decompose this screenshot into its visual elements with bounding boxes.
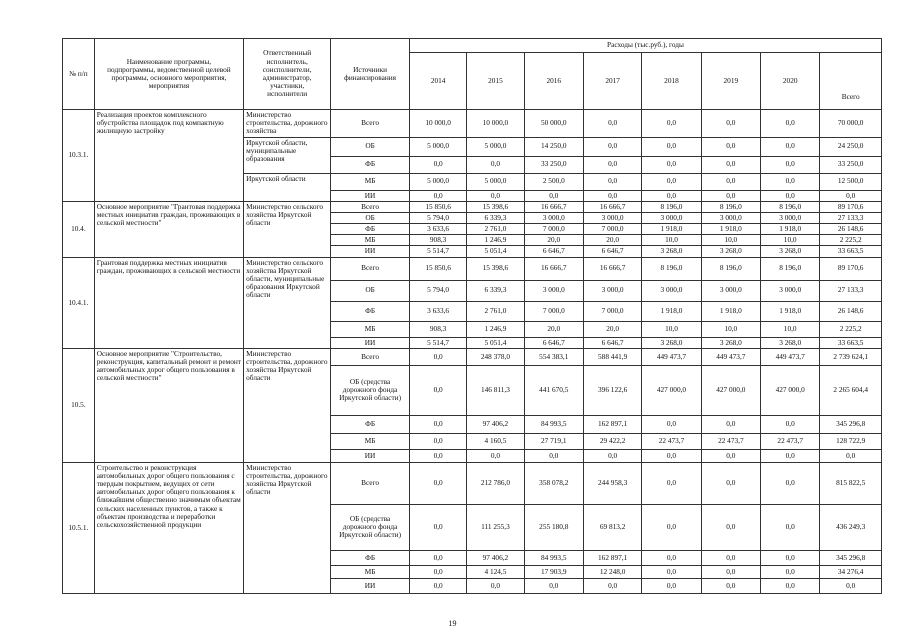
year-value-cell: 427 000,0 — [701, 365, 760, 415]
year-value-cell: 20,0 — [524, 321, 583, 337]
year-value-cell: 0,0 — [583, 156, 641, 173]
year-value-cell: 22 473,7 — [701, 433, 760, 449]
section-name: Грантовая поддержка местных инициатив граждан, проживающих в сельской местности — [94, 257, 243, 348]
year-value-cell: 248 378,0 — [467, 348, 524, 365]
section-responsible: Иркутской области — [244, 173, 331, 201]
funding-source: ОБ (средства дорожного фонда Иркутской области) — [331, 504, 410, 550]
year-value-cell: 16 666,7 — [583, 257, 641, 280]
year-value-cell: 0,0 — [701, 415, 760, 433]
year-value-cell: 3 268,0 — [642, 246, 701, 257]
page-number: 19 — [448, 619, 457, 628]
year-value-cell: 554 383,1 — [524, 348, 583, 365]
year-value-cell: 0,0 — [583, 449, 641, 462]
year-value-cell: 441 670,5 — [524, 365, 583, 415]
year-value-cell: 8 196,0 — [642, 201, 701, 212]
year-value-cell: 0,0 — [642, 550, 701, 565]
section-responsible: Министерство строительства, дорожного хозяйства Иркутской области — [244, 348, 331, 462]
year-value-cell: 5 051,4 — [467, 246, 524, 257]
year-value-cell: 0,0 — [583, 137, 641, 156]
year-value-cell: 3 268,0 — [642, 337, 701, 348]
year-value-cell: 0,0 — [409, 190, 466, 201]
year-value-cell: 0,0 — [761, 504, 820, 550]
header-year: 2018 — [642, 53, 701, 110]
year-value-cell: 146 811,3 — [467, 365, 524, 415]
year-value-cell: 10,0 — [642, 321, 701, 337]
year-value-cell: 0,0 — [761, 578, 820, 593]
funding-source: ИИ — [331, 578, 410, 593]
year-value-cell: 0,0 — [642, 190, 701, 201]
year-value-cell: 0,0 — [524, 190, 583, 201]
year-value-cell: 5 514,7 — [409, 337, 466, 348]
year-value-cell: 449 473,7 — [761, 348, 820, 365]
total-cell: 0,0 — [820, 449, 882, 462]
funding-source: МБ — [331, 173, 410, 190]
year-value-cell: 0,0 — [761, 550, 820, 565]
year-value-cell: 0,0 — [701, 173, 760, 190]
year-value-cell: 10 000,0 — [409, 110, 466, 138]
year-value-cell: 69 813,2 — [583, 504, 641, 550]
year-value-cell: 0,0 — [761, 462, 820, 504]
year-value-cell: 5 794,0 — [409, 212, 466, 223]
year-value-cell: 427 000,0 — [761, 365, 820, 415]
total-cell: 27 133,3 — [820, 280, 882, 301]
year-value-cell: 0,0 — [761, 449, 820, 462]
year-value-cell: 0,0 — [524, 449, 583, 462]
funding-source: МБ — [331, 433, 410, 449]
header-total: Всего — [820, 53, 882, 110]
year-value-cell: 0,0 — [761, 173, 820, 190]
year-value-cell: 0,0 — [761, 190, 820, 201]
year-value-cell: 10,0 — [701, 321, 760, 337]
header-responsible: Ответственный исполнитель, соисполнители, администратор, участники, исполнители — [244, 39, 331, 110]
funding-source: Всего — [331, 348, 410, 365]
year-value-cell: 20,0 — [583, 235, 641, 246]
budget-table — [62, 38, 882, 594]
year-value-cell: 3 000,0 — [583, 280, 641, 301]
year-value-cell: 1 918,0 — [761, 301, 820, 321]
total-cell: 33 663,5 — [820, 246, 882, 257]
year-value-cell: 0,0 — [409, 462, 466, 504]
section-number: 10.4.1. — [63, 257, 95, 348]
year-value-cell: 8 196,0 — [701, 201, 760, 212]
year-value-cell: 0,0 — [467, 449, 524, 462]
total-cell: 12 500,0 — [820, 173, 882, 190]
year-value-cell: 3 000,0 — [642, 212, 701, 223]
year-value-cell: 1 918,0 — [642, 301, 701, 321]
year-value-cell: 162 897,1 — [583, 415, 641, 433]
year-value-cell: 0,0 — [467, 578, 524, 593]
total-cell: 26 148,6 — [820, 301, 882, 321]
year-value-cell: 6 646,7 — [524, 246, 583, 257]
year-value-cell: 3 000,0 — [642, 280, 701, 301]
header-source: Источники финансирования — [331, 39, 410, 110]
section-number: 10.5. — [63, 348, 95, 462]
year-value-cell: 84 993,5 — [524, 550, 583, 565]
year-value-cell: 1 918,0 — [701, 224, 760, 235]
total-cell: 89 170,6 — [820, 201, 882, 212]
year-value-cell: 396 122,6 — [583, 365, 641, 415]
year-value-cell: 0,0 — [409, 433, 466, 449]
year-value-cell: 10 000,0 — [467, 110, 524, 138]
section-responsible: Министерство сельского хозяйства Иркутской области — [244, 201, 331, 257]
year-value-cell: 0,0 — [642, 504, 701, 550]
header-year: 2015 — [467, 53, 524, 110]
year-value-cell: 3 633,6 — [409, 301, 466, 321]
total-cell: 33 663,5 — [820, 337, 882, 348]
section-responsible: Иркутской области, муниципальные образования — [244, 137, 331, 173]
header-year: 2017 — [583, 53, 641, 110]
year-value-cell: 97 406,2 — [467, 415, 524, 433]
year-value-cell: 0,0 — [761, 565, 820, 578]
year-value-cell: 3 268,0 — [701, 337, 760, 348]
year-value-cell: 10,0 — [761, 321, 820, 337]
year-value-cell: 5 000,0 — [409, 173, 466, 190]
year-value-cell: 0,0 — [583, 173, 641, 190]
section-name: Реализация проектов комплексного обустройства площадок под компактную жилищную застройку — [94, 110, 243, 202]
year-value-cell: 15 850,6 — [409, 257, 466, 280]
year-value-cell: 3 268,0 — [701, 246, 760, 257]
year-value-cell: 5 051,4 — [467, 337, 524, 348]
year-value-cell: 3 000,0 — [524, 280, 583, 301]
year-value-cell: 0,0 — [467, 156, 524, 173]
funding-source: ОБ (средства дорожного фонда Иркутской области) — [331, 365, 410, 415]
year-value-cell: 8 196,0 — [761, 201, 820, 212]
header-costs: Расходы (тыс.руб.), годы — [409, 39, 881, 53]
total-cell: 33 250,0 — [820, 156, 882, 173]
funding-source: МБ — [331, 565, 410, 578]
total-cell: 2 225,2 — [820, 235, 882, 246]
year-value-cell: 17 903,9 — [524, 565, 583, 578]
funding-source: ИИ — [331, 337, 410, 348]
year-value-cell: 7 000,0 — [583, 224, 641, 235]
year-value-cell: 20,0 — [524, 235, 583, 246]
year-value-cell: 0,0 — [409, 415, 466, 433]
year-value-cell: 27 719,1 — [524, 433, 583, 449]
year-value-cell: 0,0 — [642, 137, 701, 156]
table-row — [63, 257, 882, 280]
header-year: 2020 — [761, 53, 820, 110]
year-value-cell: 0,0 — [701, 578, 760, 593]
year-value-cell: 0,0 — [761, 137, 820, 156]
funding-source: ОБ — [331, 212, 410, 223]
year-value-cell: 4 160,5 — [467, 433, 524, 449]
year-value-cell: 0,0 — [642, 578, 701, 593]
year-value-cell: 3 633,6 — [409, 224, 466, 235]
funding-source: ОБ — [331, 280, 410, 301]
section-responsible: Министерство сельского хозяйства Иркутской области, муниципальные образования Иркутской области — [244, 257, 331, 348]
year-value-cell: 255 180,8 — [524, 504, 583, 550]
section-number: 10.4. — [63, 201, 95, 257]
section-responsible: Министерство строительства, дорожного хозяйства Иркутской области — [244, 462, 331, 593]
total-cell: 2 225,2 — [820, 321, 882, 337]
table-row — [63, 201, 882, 212]
year-value-cell: 8 196,0 — [761, 257, 820, 280]
year-value-cell: 0,0 — [409, 550, 466, 565]
year-value-cell: 0,0 — [583, 190, 641, 201]
year-value-cell: 2 500,0 — [524, 173, 583, 190]
total-cell: 89 170,6 — [820, 257, 882, 280]
year-value-cell: 15 398,6 — [467, 257, 524, 280]
year-value-cell: 8 196,0 — [701, 257, 760, 280]
year-value-cell: 3 268,0 — [761, 337, 820, 348]
year-value-cell: 212 786,0 — [467, 462, 524, 504]
year-value-cell: 0,0 — [642, 173, 701, 190]
year-value-cell: 0,0 — [642, 565, 701, 578]
year-value-cell: 29 422,2 — [583, 433, 641, 449]
year-value-cell: 6 646,7 — [583, 246, 641, 257]
year-value-cell: 358 078,2 — [524, 462, 583, 504]
funding-source: ИИ — [331, 449, 410, 462]
funding-source: Всего — [331, 110, 410, 138]
year-value-cell: 12 248,0 — [583, 565, 641, 578]
year-value-cell: 5 000,0 — [409, 137, 466, 156]
year-value-cell: 427 000,0 — [642, 365, 701, 415]
year-value-cell: 0,0 — [642, 449, 701, 462]
year-value-cell: 0,0 — [467, 190, 524, 201]
section-name: Основное мероприятие "Строительство, реконструкция, капитальный ремонт и ремонт автомобильных дорог общего пользования в сельской местности" — [94, 348, 243, 462]
total-cell: 0,0 — [820, 578, 882, 593]
year-value-cell: 0,0 — [583, 110, 641, 138]
year-value-cell: 3 268,0 — [761, 246, 820, 257]
funding-source: Всего — [331, 462, 410, 504]
year-value-cell: 0,0 — [701, 449, 760, 462]
year-value-cell: 0,0 — [409, 578, 466, 593]
year-value-cell: 3 000,0 — [701, 212, 760, 223]
year-value-cell: 7 000,0 — [583, 301, 641, 321]
year-value-cell: 84 993,5 — [524, 415, 583, 433]
year-value-cell: 0,0 — [701, 190, 760, 201]
year-value-cell: 0,0 — [761, 110, 820, 138]
year-value-cell: 449 473,7 — [701, 348, 760, 365]
header-year: 2014 — [409, 53, 466, 110]
year-value-cell: 1 918,0 — [761, 224, 820, 235]
year-value-cell: 10,0 — [761, 235, 820, 246]
year-value-cell: 5 000,0 — [467, 137, 524, 156]
year-value-cell: 10,0 — [642, 235, 701, 246]
year-value-cell: 0,0 — [409, 365, 466, 415]
year-value-cell: 0,0 — [409, 156, 466, 173]
year-value-cell: 3 000,0 — [761, 280, 820, 301]
year-value-cell: 22 473,7 — [642, 433, 701, 449]
total-cell: 0,0 — [820, 190, 882, 201]
year-value-cell: 0,0 — [524, 578, 583, 593]
total-cell: 26 148,6 — [820, 224, 882, 235]
year-value-cell: 0,0 — [701, 156, 760, 173]
year-value-cell: 6 339,3 — [467, 212, 524, 223]
year-value-cell: 7 000,0 — [524, 224, 583, 235]
table-row — [63, 348, 882, 365]
year-value-cell: 4 124,5 — [467, 565, 524, 578]
funding-source: ФБ — [331, 156, 410, 173]
year-value-cell: 588 441,9 — [583, 348, 641, 365]
total-cell: 34 276,4 — [820, 565, 882, 578]
year-value-cell: 16 666,7 — [583, 201, 641, 212]
funding-source: Всего — [331, 201, 410, 212]
table-row — [63, 110, 882, 138]
total-cell: 27 133,3 — [820, 212, 882, 223]
funding-source: ИИ — [331, 190, 410, 201]
year-value-cell: 0,0 — [409, 504, 466, 550]
header-name: Наименование программы, подпрограммы, ведомственной целевой программы, основного мероприятия, мероприятия — [94, 39, 243, 110]
year-value-cell: 0,0 — [701, 565, 760, 578]
section-name: Основное мероприятие "Грантовая поддержка местных инициатив граждан, проживающих в сельской местности" — [94, 201, 243, 257]
total-cell: 70 000,0 — [820, 110, 882, 138]
year-value-cell: 50 000,0 — [524, 110, 583, 138]
year-value-cell: 0,0 — [409, 348, 466, 365]
funding-source: ФБ — [331, 301, 410, 321]
total-cell: 345 296,8 — [820, 415, 882, 433]
year-value-cell: 1 918,0 — [642, 224, 701, 235]
year-value-cell: 6 339,3 — [467, 280, 524, 301]
year-value-cell: 3 000,0 — [583, 212, 641, 223]
year-value-cell: 162 897,1 — [583, 550, 641, 565]
total-cell: 436 249,3 — [820, 504, 882, 550]
year-value-cell: 5 000,0 — [467, 173, 524, 190]
funding-source: ФБ — [331, 550, 410, 565]
total-cell: 128 722,9 — [820, 433, 882, 449]
year-value-cell: 0,0 — [409, 449, 466, 462]
year-value-cell: 0,0 — [701, 504, 760, 550]
section-responsible: Министерство строительства, дорожного хозяйства — [244, 110, 331, 138]
year-value-cell: 3 000,0 — [701, 280, 760, 301]
total-cell: 815 822,5 — [820, 462, 882, 504]
year-value-cell: 3 000,0 — [524, 212, 583, 223]
funding-source: ФБ — [331, 415, 410, 433]
year-value-cell: 15 398,6 — [467, 201, 524, 212]
funding-source: МБ — [331, 235, 410, 246]
year-value-cell: 3 000,0 — [761, 212, 820, 223]
funding-source: ОБ — [331, 137, 410, 156]
year-value-cell: 6 646,7 — [524, 337, 583, 348]
total-cell: 24 250,0 — [820, 137, 882, 156]
section-name: Строительство и реконструкция автомобильных дорог общего пользования с твердым покрытием, ведущих от сети автомобильных дорог общего пользования к ближайшим общественно значимым объектам сельских населенных пунктов, а также к объектам производства и переработки сельскохозяйственной продукции — [94, 462, 243, 593]
year-value-cell: 111 255,3 — [467, 504, 524, 550]
year-value-cell: 5 794,0 — [409, 280, 466, 301]
header-year: 2019 — [701, 53, 760, 110]
year-value-cell: 1 246,9 — [467, 235, 524, 246]
year-value-cell: 6 646,7 — [583, 337, 641, 348]
year-value-cell: 0,0 — [701, 462, 760, 504]
year-value-cell: 908,3 — [409, 321, 466, 337]
total-cell: 2 739 624,1 — [820, 348, 882, 365]
year-value-cell: 8 196,0 — [642, 257, 701, 280]
year-value-cell: 5 514,7 — [409, 246, 466, 257]
year-value-cell: 0,0 — [701, 137, 760, 156]
funding-source: ИИ — [331, 246, 410, 257]
year-value-cell: 0,0 — [701, 550, 760, 565]
year-value-cell: 908,3 — [409, 235, 466, 246]
year-value-cell: 1 246,9 — [467, 321, 524, 337]
year-value-cell: 33 250,0 — [524, 156, 583, 173]
total-cell: 345 296,8 — [820, 550, 882, 565]
year-value-cell: 244 958,3 — [583, 462, 641, 504]
year-value-cell: 7 000,0 — [524, 301, 583, 321]
year-value-cell: 16 666,7 — [524, 201, 583, 212]
year-value-cell: 16 666,7 — [524, 257, 583, 280]
year-value-cell: 0,0 — [761, 415, 820, 433]
year-value-cell: 14 250,0 — [524, 137, 583, 156]
header-num: № п/п — [63, 39, 95, 110]
total-cell: 2 265 604,4 — [820, 365, 882, 415]
year-value-cell: 0,0 — [642, 415, 701, 433]
year-value-cell: 10,0 — [701, 235, 760, 246]
section-number: 10.3.1. — [63, 110, 95, 202]
year-value-cell: 0,0 — [409, 565, 466, 578]
table-row — [63, 462, 882, 504]
year-value-cell: 0,0 — [642, 462, 701, 504]
year-value-cell: 0,0 — [583, 578, 641, 593]
funding-source: Всего — [331, 257, 410, 280]
year-value-cell: 0,0 — [642, 156, 701, 173]
year-value-cell: 2 761,0 — [467, 224, 524, 235]
funding-source: ФБ — [331, 224, 410, 235]
year-value-cell: 449 473,7 — [642, 348, 701, 365]
year-value-cell: 0,0 — [761, 156, 820, 173]
funding-source: МБ — [331, 321, 410, 337]
year-value-cell: 15 850,6 — [409, 201, 466, 212]
year-value-cell: 0,0 — [642, 110, 701, 138]
year-value-cell: 22 473,7 — [761, 433, 820, 449]
year-value-cell: 2 761,0 — [467, 301, 524, 321]
year-value-cell: 97 406,2 — [467, 550, 524, 565]
section-number: 10.5.1. — [63, 462, 95, 593]
year-value-cell: 1 918,0 — [701, 301, 760, 321]
year-value-cell: 20,0 — [583, 321, 641, 337]
year-value-cell: 0,0 — [701, 110, 760, 138]
table-body — [63, 110, 882, 594]
header-year: 2016 — [524, 53, 583, 110]
